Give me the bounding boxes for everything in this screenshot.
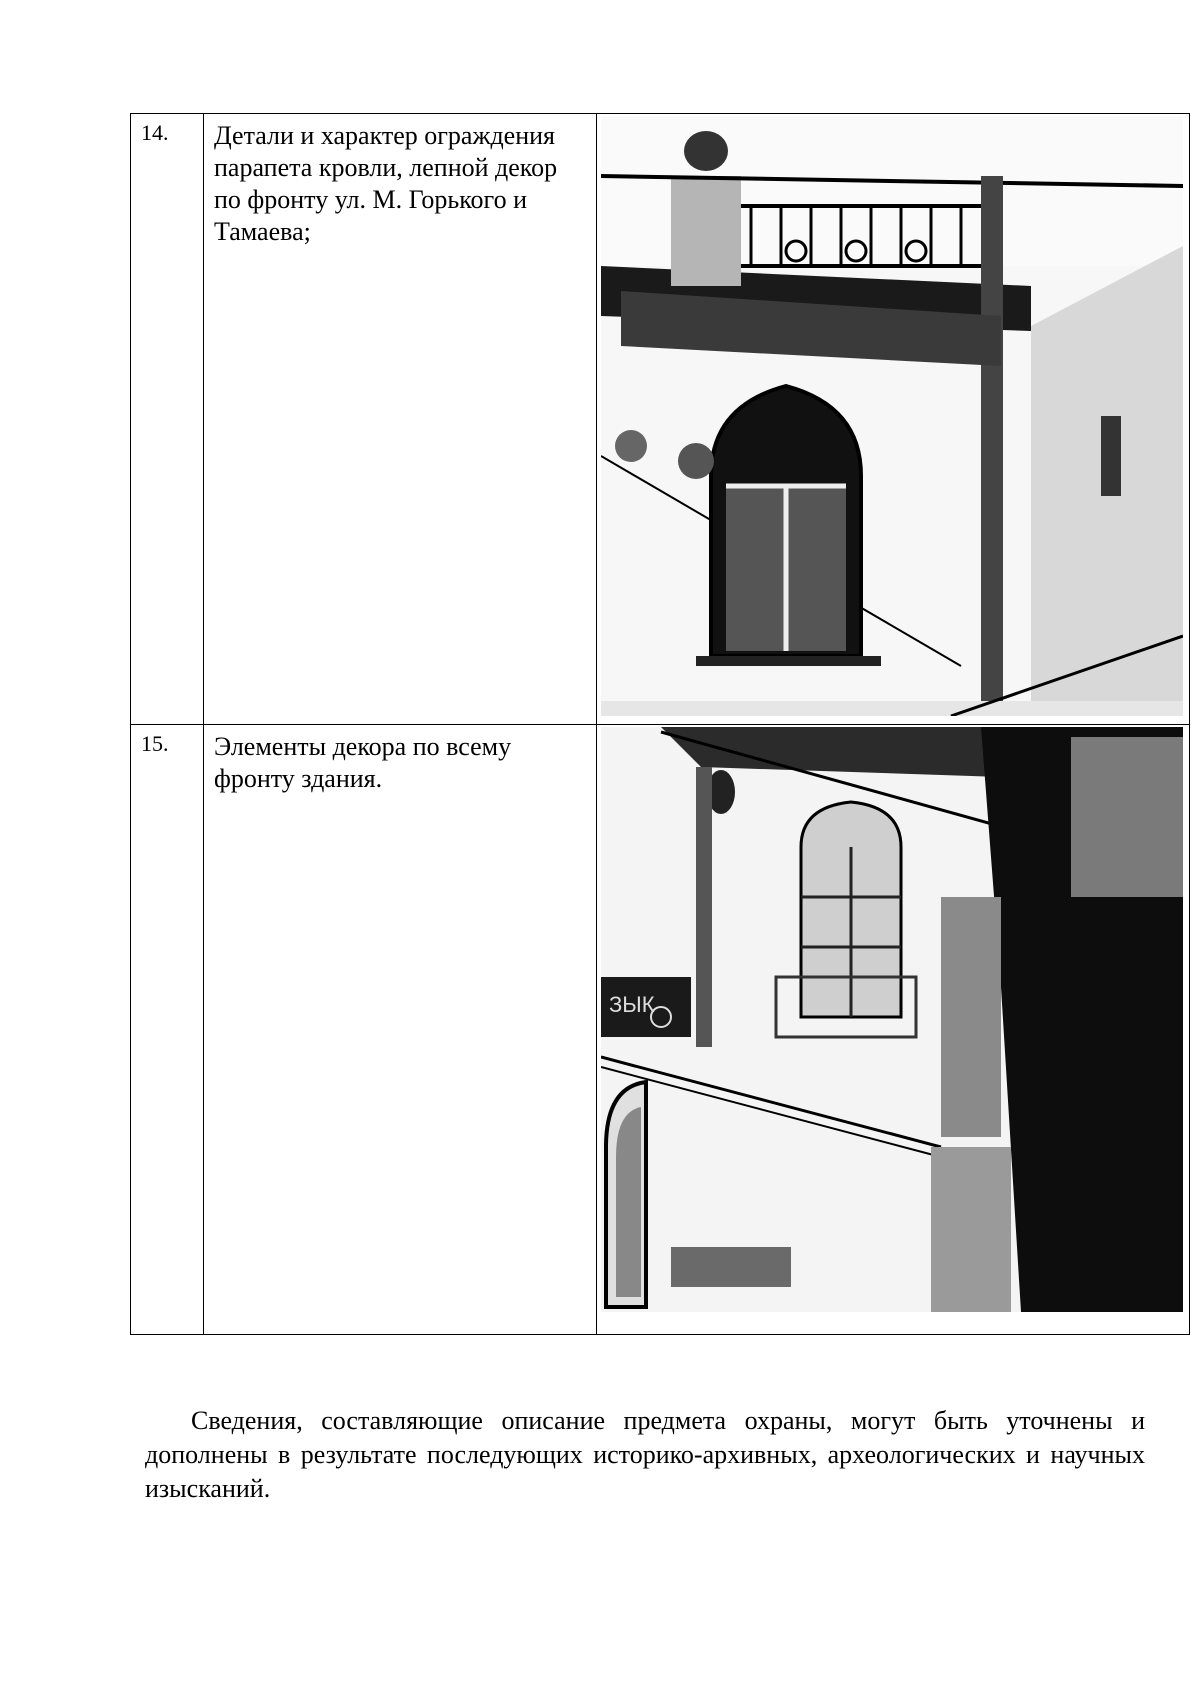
row-description: Элементы декора по всему фронту здания.: [204, 725, 597, 1335]
closing-paragraph: Сведения, составляющие описание предмета охраны, могут быть уточнены и дополнены в результате последующих историко-архивных, археологических и научных изысканий.: [145, 1406, 1145, 1503]
facade-photo-decor: [601, 727, 1185, 1312]
photo-cell: [597, 114, 1190, 725]
row-description: Детали и характер ограждения парапета кровли, лепной декор по фронту ул. М. Горького и Тамаева;: [204, 114, 597, 725]
table-row: [131, 725, 1190, 1335]
table-row: [131, 114, 1190, 725]
photo-cell: [597, 725, 1190, 1335]
sign-text: ЗЫК: [609, 992, 655, 1017]
row-number: 15.: [131, 725, 204, 1335]
protected-features-table: [130, 113, 1190, 1335]
row-number: 14.: [131, 114, 204, 725]
facade-photo-parapet: [601, 116, 1185, 716]
